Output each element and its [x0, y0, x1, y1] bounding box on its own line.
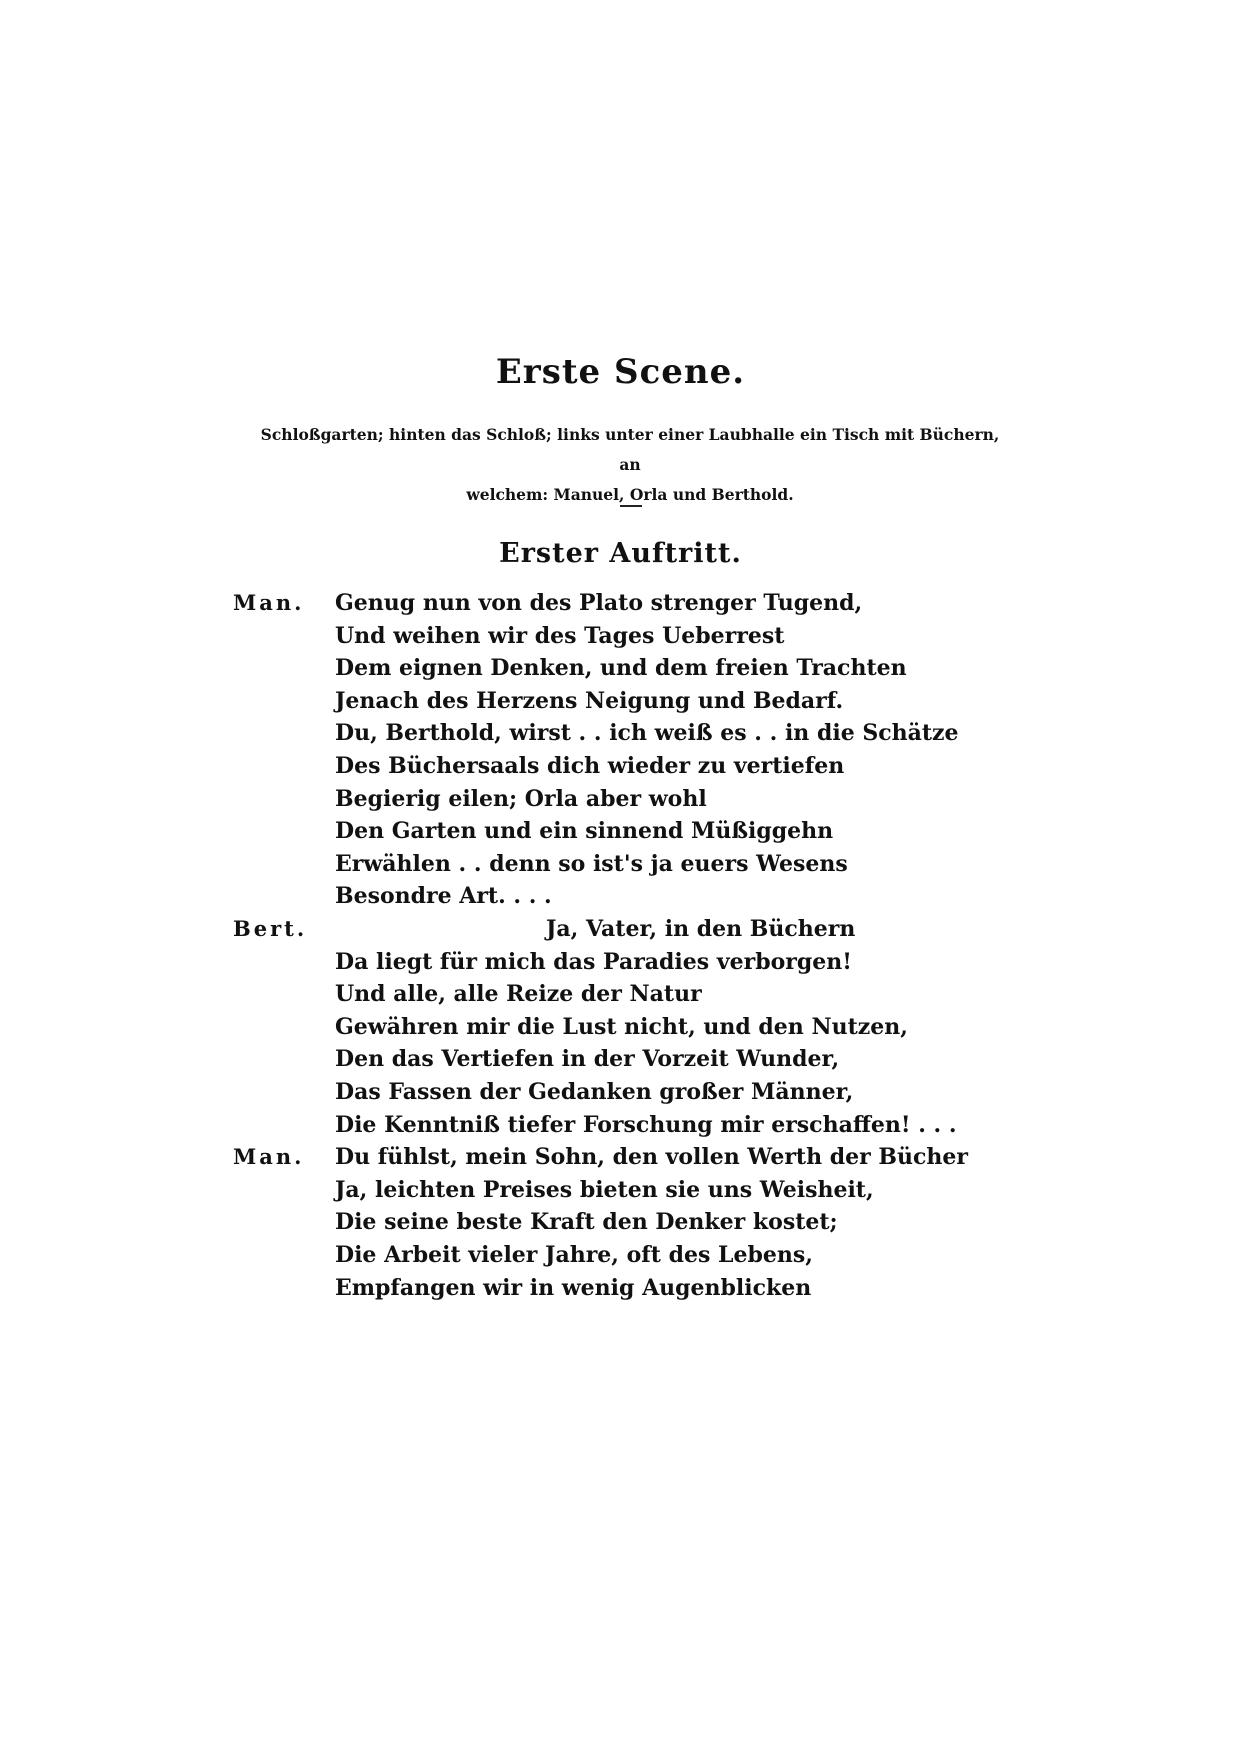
stage-direction-line-1: Schloßgarten; hinten das Schloß; links unter einer Laubhalle ein Tisch mit Büchern, an	[260, 425, 1000, 474]
stage-direction	[250, 420, 1010, 510]
verse-line	[0, 1041, 1241, 1077]
verse-line	[0, 846, 1241, 882]
verse-line	[0, 813, 1241, 849]
verse-text: Und weihen wir des Tages Ueberrest	[335, 622, 785, 649]
separator-rule	[620, 505, 642, 507]
verse-text: Die seine beste Kraft den Denker kostet;	[335, 1209, 838, 1236]
verse-text: Das Fassen der Gedanken großer Männer,	[335, 1079, 854, 1105]
verse-text: Ja, leichten Preises bieten sie uns Weisheit,	[335, 1176, 874, 1203]
verse-text: Empfangen wir in wenig Augenblicken	[335, 1274, 812, 1301]
verse-line	[0, 878, 1241, 914]
verse-line	[0, 1009, 1241, 1045]
verse-text: Des Büchersaals dich wieder zu vertiefen	[335, 753, 845, 779]
verse-line	[0, 748, 1241, 784]
verse-text: Ja, Vater, in den Büchern	[546, 916, 856, 942]
verse-line	[0, 1074, 1241, 1110]
verse-line	[0, 715, 1241, 751]
verse-text: Die Arbeit vieler Jahre, oft des Lebens,	[335, 1242, 813, 1268]
verse-line	[0, 781, 1241, 817]
verse-text: Da liegt für mich das Paradies verborgen!	[335, 948, 852, 975]
verse-text: Erwählen . . denn so ist's ja euers Wesens	[335, 850, 848, 877]
verse-line	[0, 1139, 1241, 1175]
verse-line	[0, 1204, 1241, 1240]
verse-line	[0, 585, 1241, 621]
speaker-label: Man.	[233, 590, 305, 615]
verse-text: Dem eignen Denken, und dem freien Trachten	[335, 655, 907, 682]
verse-text: Und alle, alle Reize der Natur	[335, 981, 702, 1008]
verse-line	[0, 1172, 1241, 1208]
verse-line	[0, 650, 1241, 686]
speaker-label: Man.	[233, 1144, 305, 1170]
verse-text: Die Kenntniß tiefer Forschung mir erschaffen! . . .	[335, 1111, 957, 1138]
auftritt-title: Erster Auftritt.	[499, 538, 742, 569]
verse-line	[0, 1270, 1241, 1306]
verse-text: Gewähren mir die Lust nicht, und den Nutzen,	[335, 1013, 908, 1040]
stage-direction-line-2: welchem: Manuel, Orla und Berthold.	[466, 485, 794, 504]
verse-text: Den Garten und ein sinnend Müßiggehn	[335, 818, 834, 845]
verse-line	[0, 944, 1241, 980]
verse-text: Den das Vertiefen in der Vorzeit Wunder,	[335, 1046, 840, 1073]
verse-line	[0, 911, 1241, 947]
verse-line	[0, 1237, 1241, 1273]
verse-line	[0, 976, 1241, 1012]
scene-title: Erste Scene.	[495, 352, 746, 392]
verse-text: Du, Berthold, wirst . . ich weiß es . . in die Schätze	[335, 720, 959, 747]
verse-line	[0, 618, 1241, 654]
verse-text: Besondre Art. . . .	[335, 883, 552, 910]
verse-text: Du fühlst, mein Sohn, den vollen Werth der Bücher	[335, 1144, 968, 1171]
verse-line	[0, 1107, 1241, 1143]
verse-text: Jenach des Herzens Neigung und Bedarf.	[335, 687, 844, 714]
speaker-label: Bert.	[233, 916, 308, 941]
verse-text: Begierig eilen; Orla aber wohl	[335, 785, 707, 812]
verse-text: Genug nun von des Plato strenger Tugend,	[335, 590, 863, 616]
verse-line	[0, 683, 1241, 719]
